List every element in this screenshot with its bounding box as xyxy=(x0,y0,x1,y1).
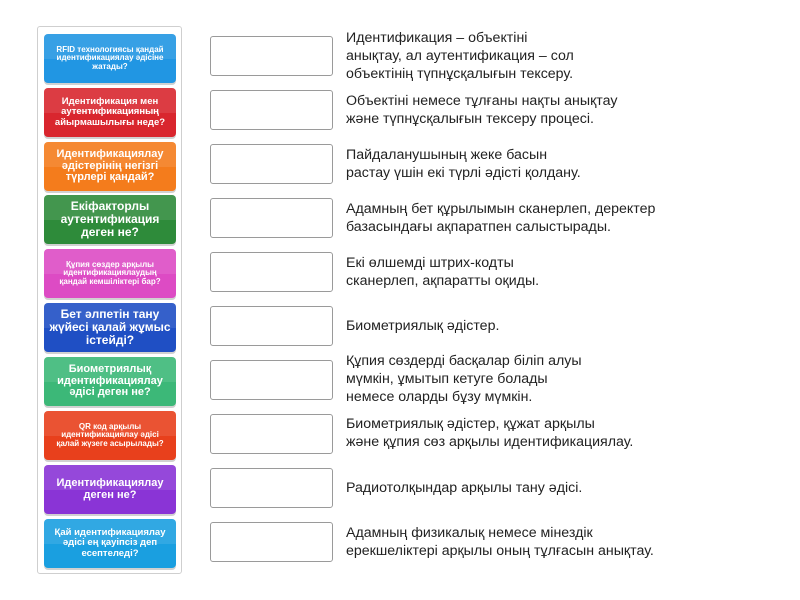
definition-text: Биометриялық әдістер, құжат арқылы және құпия сөз арқылы идентификациялау. xyxy=(346,416,634,450)
drop-slot[interactable] xyxy=(210,306,333,346)
definition-text: Адамның физикалық немесе мінездік ерекшеліктері арқылы оның тұлғасын анықтау. xyxy=(346,525,654,559)
cards-panel xyxy=(37,26,182,574)
draggable-card[interactable] xyxy=(44,411,176,460)
definition-text: Құпия сөздерді басқалар біліп алуы мүмкін, ұмытып кетуге болады немесе оларды бұзу мүмкін. xyxy=(346,353,582,405)
drop-slot[interactable] xyxy=(210,414,333,454)
drop-slot[interactable] xyxy=(210,522,333,562)
card-text: Құпия сөздер арқылы идентификациялаудың қандай кемшіліктері бар? xyxy=(59,259,161,286)
definition-text: Радиотолқындар арқылы тану әдісі. xyxy=(346,480,583,496)
draggable-card[interactable] xyxy=(44,303,176,352)
drop-slot[interactable] xyxy=(210,144,333,184)
draggable-card[interactable] xyxy=(44,142,176,191)
draggable-card[interactable] xyxy=(44,88,176,137)
card-text: Қай идентификациялау әдісі ең қауіпсіз деп есептеледі? xyxy=(54,527,166,559)
drop-slot[interactable] xyxy=(210,360,333,400)
definition-text: Биометриялық әдістер. xyxy=(346,318,500,334)
card-text: Идентификациялау деген не? xyxy=(56,476,164,501)
definition-text: Идентификация – объектіні анықтау, ал аутентификация – сол объектінің түпнұсқалығын тексеру. xyxy=(346,30,574,82)
card-text: Идентификациялау әдістерінің негізгі түрлері қандай? xyxy=(56,147,164,184)
draggable-card[interactable] xyxy=(44,249,176,298)
definition-text: Пайдаланушының жеке басын растау үшін екі түрлі әдісті қолдану. xyxy=(346,147,581,181)
draggable-card[interactable] xyxy=(44,357,176,406)
drop-slot[interactable] xyxy=(210,252,333,292)
definition-text: Екі өлшемді штрих-кодты сканерлеп, ақпаратты оқиды. xyxy=(346,255,540,289)
card-text: RFID технологиясы қандай идентификациялау әдісіне жатады? xyxy=(56,44,164,71)
definition-text: Объектіні немесе тұлғаны нақты анықтау және түпнұсқалығын тексеру процесі. xyxy=(346,93,618,127)
card-text: Бет әлпетін тану жүйесі қалай жұмыс істейді? xyxy=(49,307,171,347)
drop-slot[interactable] xyxy=(210,198,333,238)
drop-slot[interactable] xyxy=(210,90,333,130)
draggable-card[interactable] xyxy=(44,34,176,83)
draggable-card[interactable] xyxy=(44,195,176,244)
card-text: QR код арқылы идентификациялау әдісі қалай жүзеге асырылады? xyxy=(56,421,164,448)
card-text: Идентификация мен аутентификацияның айырмашылығы неде? xyxy=(54,96,166,128)
definition-text: Адамның бет құрылымын сканерлеп, деректер базасындағы ақпаратпен салыстырады. xyxy=(346,201,656,235)
draggable-card[interactable] xyxy=(44,519,176,568)
draggable-card[interactable] xyxy=(44,465,176,514)
drop-slot[interactable] xyxy=(210,468,333,508)
card-text: Екіфакторлы аутентификация деген не? xyxy=(60,199,160,239)
drop-slot[interactable] xyxy=(210,36,333,76)
card-text: Биометриялық идентификациялау әдісі деген не? xyxy=(57,362,163,399)
